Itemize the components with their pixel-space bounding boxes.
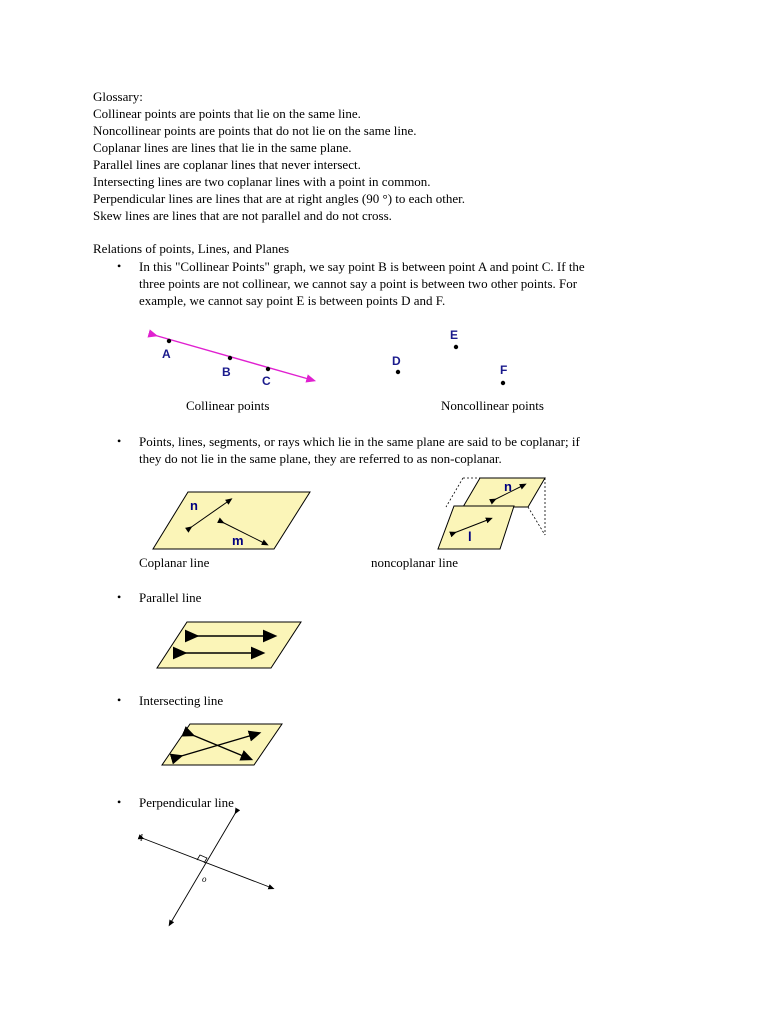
- label-e: E: [450, 328, 459, 342]
- intersecting-label: Intersecting line: [139, 693, 224, 708]
- collinear-text-line: three points are not collinear, we cannot say a point is between two other points. For: [139, 276, 578, 291]
- label-n: n: [504, 479, 512, 494]
- plane: [157, 622, 301, 668]
- label-d: D: [392, 354, 401, 368]
- glossary-item: Parallel lines are coplanar lines that never intersect.: [93, 157, 361, 172]
- collinear-line: [154, 335, 312, 380]
- point-b: [228, 356, 232, 360]
- right-angle-marker: [197, 855, 207, 863]
- noncoplanar-planes-figure: [434, 475, 554, 553]
- line-l: [142, 838, 272, 888]
- bullet: •: [117, 259, 122, 273]
- glossary-item: Coplanar lines are lines that lie in the same plane.: [93, 140, 352, 155]
- label-c: C: [262, 374, 271, 388]
- label-o: o: [202, 874, 207, 884]
- coplanar-caption: Coplanar line: [139, 555, 210, 570]
- glossary-item: Skew lines are lines that are not parallel and do not cross.: [93, 208, 392, 223]
- parallel-lines-figure: [155, 620, 305, 670]
- collinear-text-line: In this "Collinear Points" graph, we say point B is between point A and point C. If the: [139, 259, 585, 274]
- line-perp: [170, 812, 236, 924]
- collinear-text-line: example, we cannot say point E is between points D and F.: [139, 293, 446, 308]
- label-b: B: [222, 365, 231, 379]
- perpendicular-lines-figure: [136, 808, 281, 928]
- label-a: A: [162, 347, 171, 361]
- bullet: •: [117, 434, 122, 448]
- intersecting-lines-figure: [160, 722, 285, 767]
- label-m: m: [232, 533, 244, 548]
- label-l: l: [468, 529, 472, 544]
- label-f: F: [500, 363, 508, 377]
- glossary-item: Collinear points are points that lie on the same line.: [93, 106, 361, 121]
- coplanar-text-line: they do not lie in the same plane, they are referred to as non-coplanar.: [139, 451, 502, 466]
- point-e: [454, 345, 458, 349]
- parallel-label: Parallel line: [139, 590, 202, 605]
- point-a: [167, 339, 171, 343]
- relations-heading: Relations of points, Lines, and Planes: [93, 241, 290, 256]
- point-d: [396, 370, 400, 374]
- collinear-caption: Collinear points: [186, 398, 270, 413]
- bullet: •: [117, 795, 122, 809]
- label-l: l: [140, 833, 143, 844]
- label-n: n: [190, 498, 198, 513]
- point-f: [501, 381, 505, 385]
- noncollinear-points-figure: [388, 325, 518, 390]
- bullet: •: [117, 590, 122, 604]
- coplanar-text-line: Points, lines, segments, or rays which lie in the same plane are said to be coplanar; if: [139, 434, 580, 449]
- noncollinear-caption: Noncollinear points: [441, 398, 544, 413]
- front-plane: [438, 506, 514, 549]
- coplanar-plane-figure: [150, 490, 315, 552]
- noncoplanar-caption: noncoplanar line: [371, 555, 458, 570]
- collinear-points-figure: [150, 330, 320, 390]
- point-c: [266, 367, 270, 371]
- glossary-item: Noncollinear points are points that do not lie on the same line.: [93, 123, 417, 138]
- perpendicular-label: Perpendicular line: [139, 795, 234, 810]
- bullet: •: [117, 693, 122, 707]
- glossary-item: Intersecting lines are two coplanar lines with a point in common.: [93, 174, 431, 189]
- glossary-heading: Glossary:: [93, 89, 143, 104]
- glossary-item: Perpendicular lines are lines that are at right angles (90 °) to each other.: [93, 191, 465, 206]
